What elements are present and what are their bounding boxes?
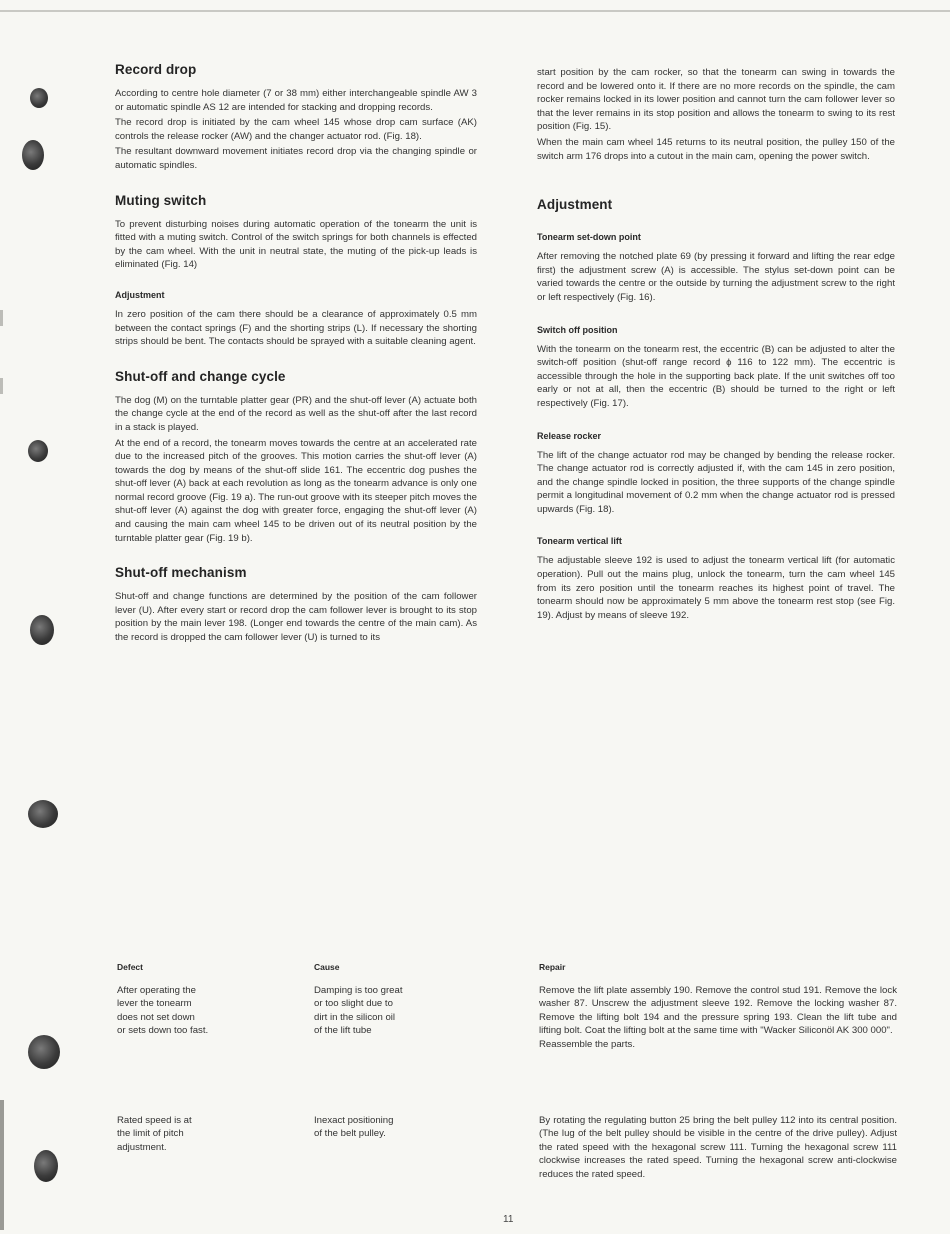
paragraph: The lift of the change actuator rod may be changed by bending the release rocker. The change actuator rod is correctly adjusted if, with the cam 145 in zero position, and the change spindle locked in position, the three supports of the change spindle permit a longitudinal movement of 0.2 mm when the change actuator rod is pressed upwards (Fig. 18).: [537, 449, 895, 515]
table-header-repair: Repair: [539, 962, 566, 972]
page-edge-mark: [0, 1100, 4, 1230]
paragraph: At the end of a record, the tonearm moves towards the centre at an accelerated rate due to the increased pitch of the grooves. This motion carries the shut-off lever (A) towards the dog by means of the shut-off slide 161. The eccentric dog pushes the shut-off lever (A) back at each revolution as long as the tonearm advance is only one normal record groove (Fig. 19 a). The run-out groove with its steeper pitch moves the shut-off lever (A) against the dog with greater force, engaging the shut-off lever (A) and causing the main cam wheel 145 to be driven out of its neutral position by the turntable platter gear (Fig. 19 b).: [115, 437, 477, 544]
paragraph: start position by the cam rocker, so that the tonearm can swing in towards the record and be lowered onto it. If there are no more records on the spindle, the cam rocker remains locked in its lower position and cannot turn the cam follower lever so that the lever remains in its stop position and allows the tonearm to swing to its rest position (Fig. 15).: [537, 67, 895, 133]
table-header-defect: Defect: [117, 962, 143, 972]
paragraph: In zero position of the cam there should be a clearance of approximately 0.5 mm between the contact springs (F) and the shorting strips (L). If necessary the shorting strips should be bent. The contacts should be sprayed with a suitable cleaning agent.: [115, 308, 477, 348]
paragraph: According to centre hole diameter (7 or 38 mm) either interchangeable spindle AW 3 or automatic spindle AS 12 are intended for stacking and dropping records.: [115, 88, 477, 113]
paragraph: After removing the notched plate 69 (by pressing it forward and lifting the rear edge first) the adjustment screw (A) is accessible. The stylus set-down point can be varied towards the centre or the outside by turning the adjustment screw to the right or left respectively (Fig. 16).: [537, 251, 895, 303]
table-cell-defect: Rated speed is at the limit of pitch adjustment.: [117, 1115, 192, 1153]
paragraph: The record drop is initiated by the cam wheel 145 whose drop cam surface (AK) controls the release rocker (AW) and the changer actuator rod. (Fig. 18).: [115, 117, 477, 142]
subsection-title: Release rocker: [537, 430, 602, 441]
right-column: [537, 66, 895, 642]
paragraph: When the main cam wheel 145 returns to its neutral position, the pulley 150 of the switch arm 176 drops into a cutout in the main cam, opening the power switch.: [537, 136, 895, 162]
page-edge-mark: [0, 310, 3, 326]
binder-hole: [30, 615, 54, 645]
paragraph: The dog (M) on the turntable platter gear (PR) and the shut-off lever (A) actuate both the change cycle at the end of the record as well as the shut-off after the last record in a stack is played.: [115, 394, 477, 433]
section-record-drop: [115, 62, 477, 173]
subsection-title: Adjustment: [115, 289, 165, 300]
section-title: Record drop: [115, 62, 197, 77]
subsection-switchoff: [537, 325, 895, 411]
binder-holes: [0, 0, 60, 1234]
binder-hole: [28, 440, 48, 462]
table-header-cause: Cause: [314, 962, 340, 972]
section-title: Shut-off mechanism: [115, 565, 247, 581]
subsection-title: Switch off position: [537, 324, 618, 335]
page-number: 11: [503, 1214, 514, 1225]
repair-text: Reassemble the parts.: [539, 1038, 635, 1050]
section-muting-switch: [115, 193, 477, 349]
section-shutoff-change-cycle: [115, 369, 477, 546]
binder-hole: [22, 140, 44, 170]
section-shutoff-mechanism: [115, 565, 477, 644]
subsection-title: Tonearm set-down point: [537, 232, 641, 243]
binder-hole: [30, 88, 48, 108]
repair-text: By rotating the regulating button 25 bring the belt pulley 112 into its central position. (The lug of the belt pulley should be visible in the centre of the drive pulley). Adjust the rated speed with the hexagonal screw 111. Turning the hexagonal screw 111 clockwise increases the rated speed. Turning the hexagonal screw anti-clockwise reduces the rated speed.: [539, 1115, 897, 1180]
section-title: Muting switch: [115, 192, 207, 208]
paragraph: To prevent disturbing noises during automatic operation of the tonearm the unit is fitted with a muting switch. Control of the switch springs for both channels is effected by the cam wheel. With the unit in neutral state, the muting of the pick-up leads is eliminated (Fig. 14): [115, 218, 477, 271]
table-cell-repair: [539, 1114, 897, 1181]
section-title: Adjustment: [537, 197, 613, 213]
table-cell-cause: Damping is too great or too slight due to dirt in the silicon oil of the lift tube: [314, 985, 403, 1037]
subsection-vertical-lift: [537, 536, 895, 622]
paragraph: The resultant downward movement initiates record drop via the changing spindle or automatic spindles.: [115, 146, 477, 171]
paragraph: With the tonearm on the tonearm rest, the eccentric (B) can be adjusted to alter the switch-off position (shut-off range record ϕ 116 to 122 mm). The eccentric is accessible through the hole in the supporting back plate. If the unit switches off too early or not at all, then the eccentric (B) should be turned to the right or left respectively (Fig. 17).: [537, 343, 895, 409]
subsection-title: Tonearm vertical lift: [537, 536, 622, 547]
subsection-release-rocker: [537, 431, 895, 517]
paragraph: The adjustable sleeve 192 is used to adjust the tonearm vertical lift (for automatic operation). Pull out the mains plug, unlock the tonearm, turn the cam wheel 145 from its zero position until the tonearm reaches its highest point of travel. The tonearm should now be approximately 5 mm above the tonearm rest stop (see Fig. 19). Adjust by means of sleeve 192.: [537, 555, 895, 621]
binder-hole: [34, 1150, 58, 1182]
binder-hole: [28, 1035, 60, 1069]
left-column: [115, 62, 477, 665]
table-cell-repair: [539, 984, 897, 1051]
section-title: Shut-off and change cycle: [115, 368, 286, 384]
paragraph: Shut-off and change functions are determined by the position of the cam follower lever (U). After every start or record drop the cam follower lever is brought to its stop position by the main lever 198. (Longer end towards the centre of the main cam). As the record is dropped the cam follower lever (U) is turned to its: [115, 591, 477, 644]
table-cell-defect: After operating the lever the tonearm does not set down or sets down too fast.: [117, 985, 209, 1037]
top-rule: [0, 10, 950, 12]
subsection-setdown: [537, 232, 895, 304]
repair-text: Remove the lift plate assembly 190. Remove the control stud 191. Remove the lock washer 87. Unscrew the adjustment sleeve 192. Remove the locking washer 87. Remove the lifting bolt 194 and the pressure spring 193. Clean the lift tube and lifting bolt. Coat the lifting bolt at the same time with "Wacker Siliconöl AK 300 000".: [539, 985, 897, 1037]
table-cell-cause: Inexact positioning of the belt pulley.: [314, 1115, 394, 1140]
page-edge-mark: [0, 378, 3, 394]
binder-hole: [28, 800, 58, 828]
